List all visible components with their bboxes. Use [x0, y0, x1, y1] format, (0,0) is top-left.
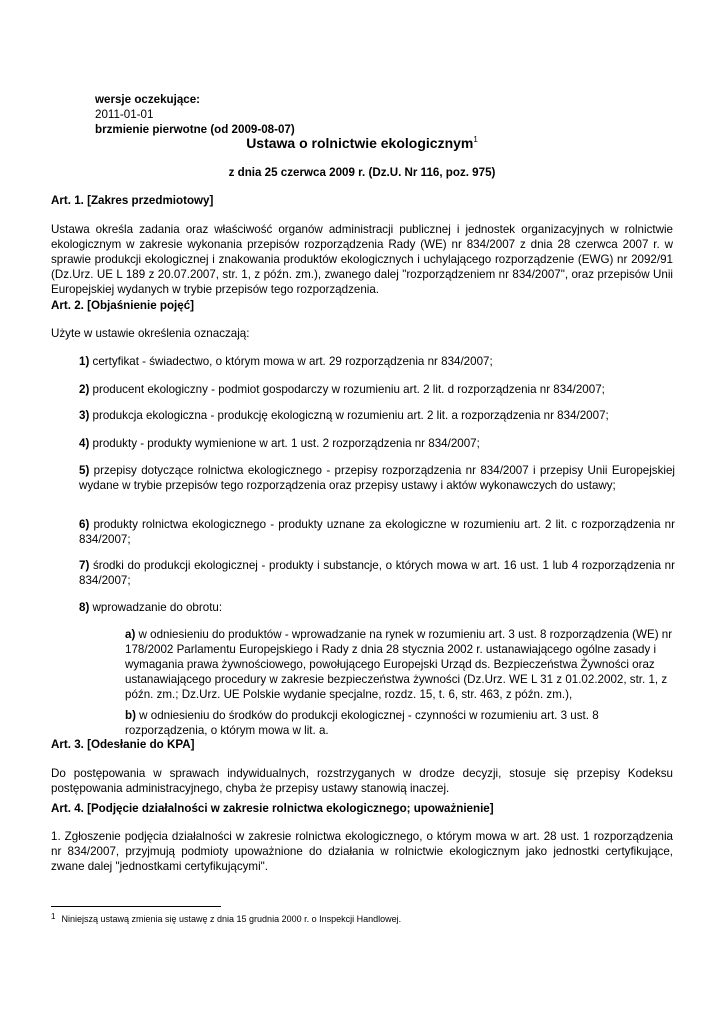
- art3-heading: Art. 3. [Odesłanie do KPA]: [51, 738, 195, 751]
- art1-heading: Art. 1. [Zakres przedmiotowy]: [51, 194, 214, 207]
- footnote-separator: [51, 906, 221, 907]
- art4-heading: Art. 4. [Podjęcie działalności w zakresie rolnictwa ekologicznego; upoważnienie]: [51, 802, 494, 815]
- item-text: produkty - produkty wymienione w art. 1 ust. 2 rozporządzenia nr 834/2007;: [89, 437, 480, 450]
- art2-item-4: [79, 436, 675, 451]
- art2-item-8: [79, 600, 675, 615]
- art2-item-1: [79, 354, 675, 369]
- item-text: wprowadzanie do obrotu:: [89, 601, 223, 614]
- subitem-letter: a): [125, 628, 136, 641]
- art3-text: Do postępowania w sprawach indywidualnych, rozstrzyganych w drodze decyzji, stosuje się przepisy Kodeksu postępowania administracyjnego, chyba że przepisy ustawy stanowią inaczej.: [51, 767, 673, 795]
- item-text: produkcja ekologiczna - produkcję ekologiczną w rozumieniu art. 2 lit. a rozporządzenia nr 834/2007;: [89, 409, 609, 422]
- art4-text: 1. Zgłoszenie podjęcia działalności w zakresie rolnictwa ekologicznego, o którym mowa w art. 28 ust. 1 rozporządzenia nr 834/2007, przyjmują podmioty upoważnione do działania w rolnictwie ekologicznym jako jednostki certyfikujące, zwane dalej "jednostkami certyfikującymi".: [51, 830, 673, 873]
- art2-item-2: [79, 382, 675, 397]
- art2-heading: Art. 2. [Objaśnienie pojęć]: [51, 299, 195, 312]
- title-footnote-mark[interactable]: 1: [473, 135, 478, 144]
- item-number: 2): [79, 383, 90, 396]
- item-number: 7): [79, 559, 90, 572]
- item-number: 5): [79, 464, 90, 477]
- art2-item-6: [79, 517, 675, 547]
- document-subtitle: z dnia 25 czerwca 2009 r. (Dz.U. Nr 116, poz. 975): [228, 166, 496, 179]
- item-text: przepisy dotyczące rolnictwa ekologicznego - przepisy rozporządzenia nr 834/2007 i przepisy Unii Europejskiej wydane w trybie przepisów tego rozporządzenia oraz przepisy ustawy i aktów wykonawczych do ustawy;: [79, 464, 675, 492]
- subitem-text: w odniesieniu do produktów - wprowadzanie na rynek w rozumieniu art. 3 ust. 8 rozporządzenia (WE) nr 178/2002 Parlamentu Europejskiego i Rady z dnia 28 stycznia 2002 r. ustanawiającego ogólne zasady i wymagania prawa żywnościowego, powołującego Europejski Urząd ds. Bezpieczeństwa Żywności oraz ustanawiającego procedury w zakresie bezpieczeństwa żywności (Dz.Urz. WE L 31 z 01.02.2002, str. 1, z późn. zm.; Dz.Urz. UE Polskie wydanie specjalne, rozdz. 15, t. 6, str. 463, z późn. zm.),: [125, 628, 673, 701]
- art2-subitem-b: [125, 708, 675, 738]
- item-text: produkty rolnictwa ekologicznego - produkty uznane za ekologiczne w rozumieniu art. 2 lit. c rozporządzenia nr 834/2007;: [79, 518, 675, 546]
- item-number: 8): [79, 601, 90, 614]
- version-header: [95, 92, 655, 137]
- item-text: producent ekologiczny - podmiot gospodarczy w rozumieniu art. 2 lit. d rozporządzenia nr 834/2007;: [89, 383, 605, 396]
- art1-text: Ustawa określa zadania oraz właściwość organów administracji publicznej i jednostek organizacyjnych w rolnictwie ekologicznym w zakresie wykonania przepisów rozporządzenia Rady (WE) nr 834/2007 z dnia 28 czerwca 2007 r. w sprawie produkcji ekologicznej i znakowania produktów ekologicznych i uchylającego rozporządzenie (EWG) nr 2092/91 (Dz.Urz. UE L 189 z 20.07.2007, str. 1, z późn. zm.), zwanego dalej "rozporządzeniem nr 834/2007", oraz przepisów Unii Europejskiej wydanych w trybie przepisów tego rozporządzenia.: [51, 223, 673, 296]
- art2-item-7: [79, 558, 675, 588]
- item-text: certyfikat - świadectwo, o którym mowa w art. 29 rozporządzenia nr 834/2007;: [89, 355, 493, 368]
- art2-item-5: [79, 463, 675, 493]
- title-text: Ustawa o rolnictwie ekologicznym: [246, 135, 474, 151]
- subitem-letter: b): [125, 709, 136, 722]
- item-text: środki do produkcji ekologicznej - produkty i substancje, o których mowa w art. 16 ust. 1 lub 4 rozporządzenia nr 834/2007;: [79, 559, 675, 587]
- art2-item-3: [79, 408, 675, 423]
- item-number: 4): [79, 437, 90, 450]
- document-title: [0, 134, 724, 152]
- art2-subitem-a: [125, 627, 675, 702]
- item-number: 1): [79, 355, 90, 368]
- item-number: 3): [79, 409, 90, 422]
- item-number: 6): [79, 518, 90, 531]
- pending-version-date[interactable]: 2011-01-01: [95, 108, 154, 121]
- subitem-text: w odniesieniu do środków do produkcji ekologicznej - czynności w rozumieniu art. 3 ust. 8 rozporządzenia, o którym mowa w lit. a.: [125, 709, 599, 737]
- pending-versions-label: wersje oczekujące:: [95, 93, 201, 106]
- footnote-text: Niniejszą ustawą zmienia się ustawę z dnia 15 grudnia 2000 r. o Inspekcji Handlowej.: [61, 914, 402, 924]
- footnote: [51, 913, 673, 926]
- art2-intro: Użyte w ustawie określenia oznaczają:: [51, 327, 250, 340]
- original-version-label: brzmienie pierwotne (od 2009-08-07): [95, 123, 295, 136]
- footnote-mark: 1: [51, 912, 56, 921]
